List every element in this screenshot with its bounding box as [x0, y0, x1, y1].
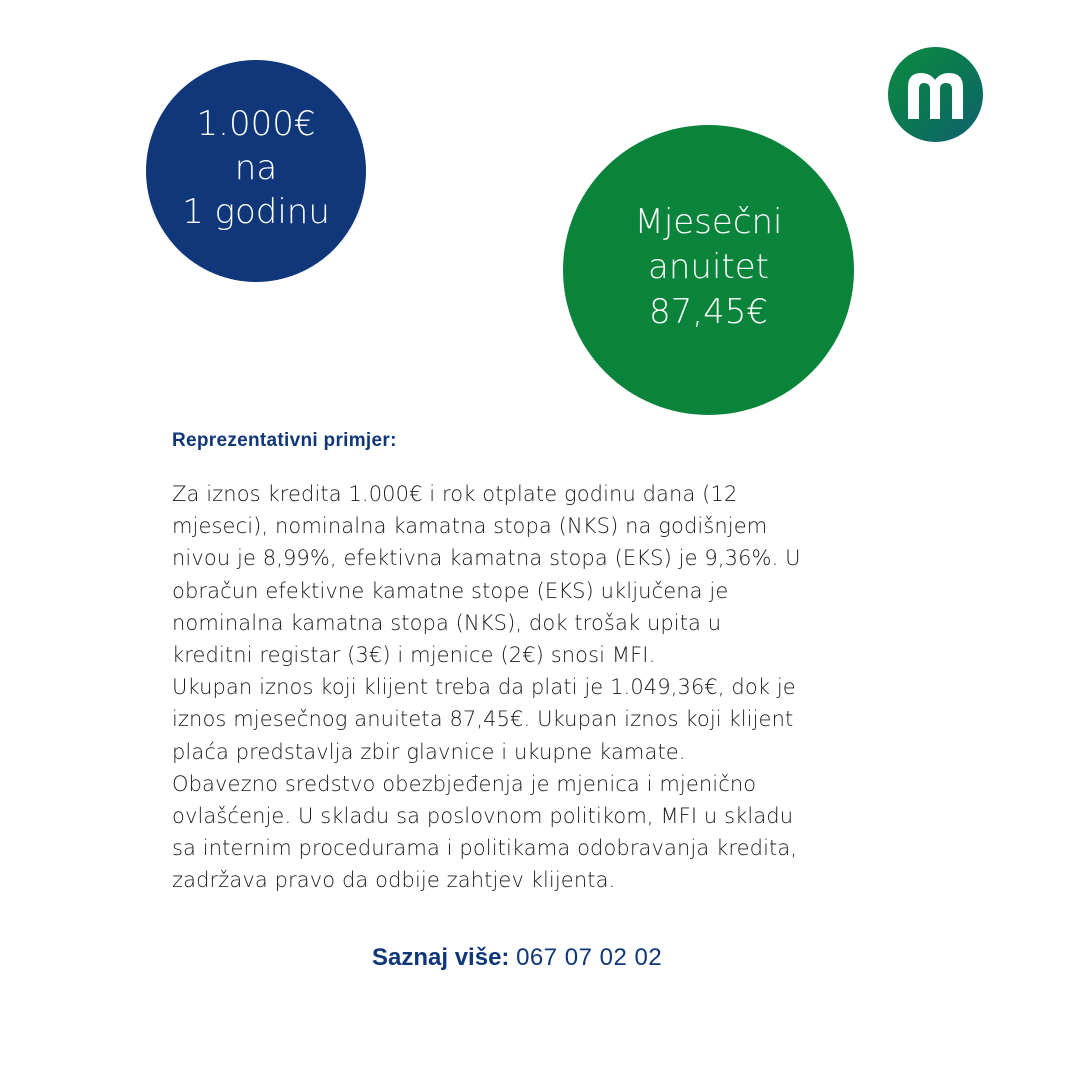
body-line: kreditni registar (3€) i mjenice (2€) snosi MFI. — [172, 643, 656, 668]
monthly-annuity-circle — [563, 125, 854, 415]
contact-line — [372, 944, 662, 972]
loan-connector: na — [234, 148, 278, 188]
loan-amount: 1.000€ — [196, 104, 316, 144]
contact-phone[interactable]: 067 07 02 02 — [516, 944, 663, 971]
annuity-label-line-1: Mjesečni — [634, 201, 783, 242]
example-heading: Reprezentativni primjer: — [172, 430, 397, 451]
body-line: mjeseci), nominalna kamatna stopa (NKS) na godišnjem — [172, 514, 768, 539]
brand-logo — [888, 47, 983, 142]
body-line: nominalna kamatna stopa (NKS), dok trošak upita u — [172, 610, 722, 635]
body-line: plaća predstavlja zbir glavnice i ukupne kamate. — [172, 739, 686, 764]
example-body — [172, 478, 912, 897]
body-line: Za iznos kredita 1.000€ i rok otplate godinu dana (12 — [172, 482, 738, 506]
body-line: zadržava pravo da odbije zahtjev klijenta. — [172, 868, 616, 893]
contact-label: Saznaj više: — [372, 944, 510, 971]
loan-amount-circle — [146, 60, 366, 282]
loan-term: 1 godinu — [182, 192, 330, 232]
body-line: Obavezno sredstvo obezbjeđenja je mjenica i mjenično — [172, 771, 757, 796]
annuity-value: 87,45€ — [649, 291, 768, 332]
body-line: nivou je 8,99%, efektivna kamatna stopa (EKS) je 9,36%. U — [172, 546, 801, 571]
body-line: obračun efektivne kamatne stope (EKS) uključena je — [172, 578, 729, 603]
m-logo-icon — [888, 47, 983, 142]
body-line: ovlašćenje. U skladu sa poslovnom politikom, MFI u skladu — [172, 804, 794, 829]
body-line: iznos mjesečnog anuiteta 87,45€. Ukupan iznos koji klijent — [172, 707, 794, 732]
annuity-label-line-2: anuitet — [648, 246, 769, 287]
body-line: sa internim procedurama i politikama odobravanja kredita, — [172, 836, 798, 861]
body-line: Ukupan iznos koji klijent treba da plati je 1.049,36€, dok je — [172, 675, 796, 700]
